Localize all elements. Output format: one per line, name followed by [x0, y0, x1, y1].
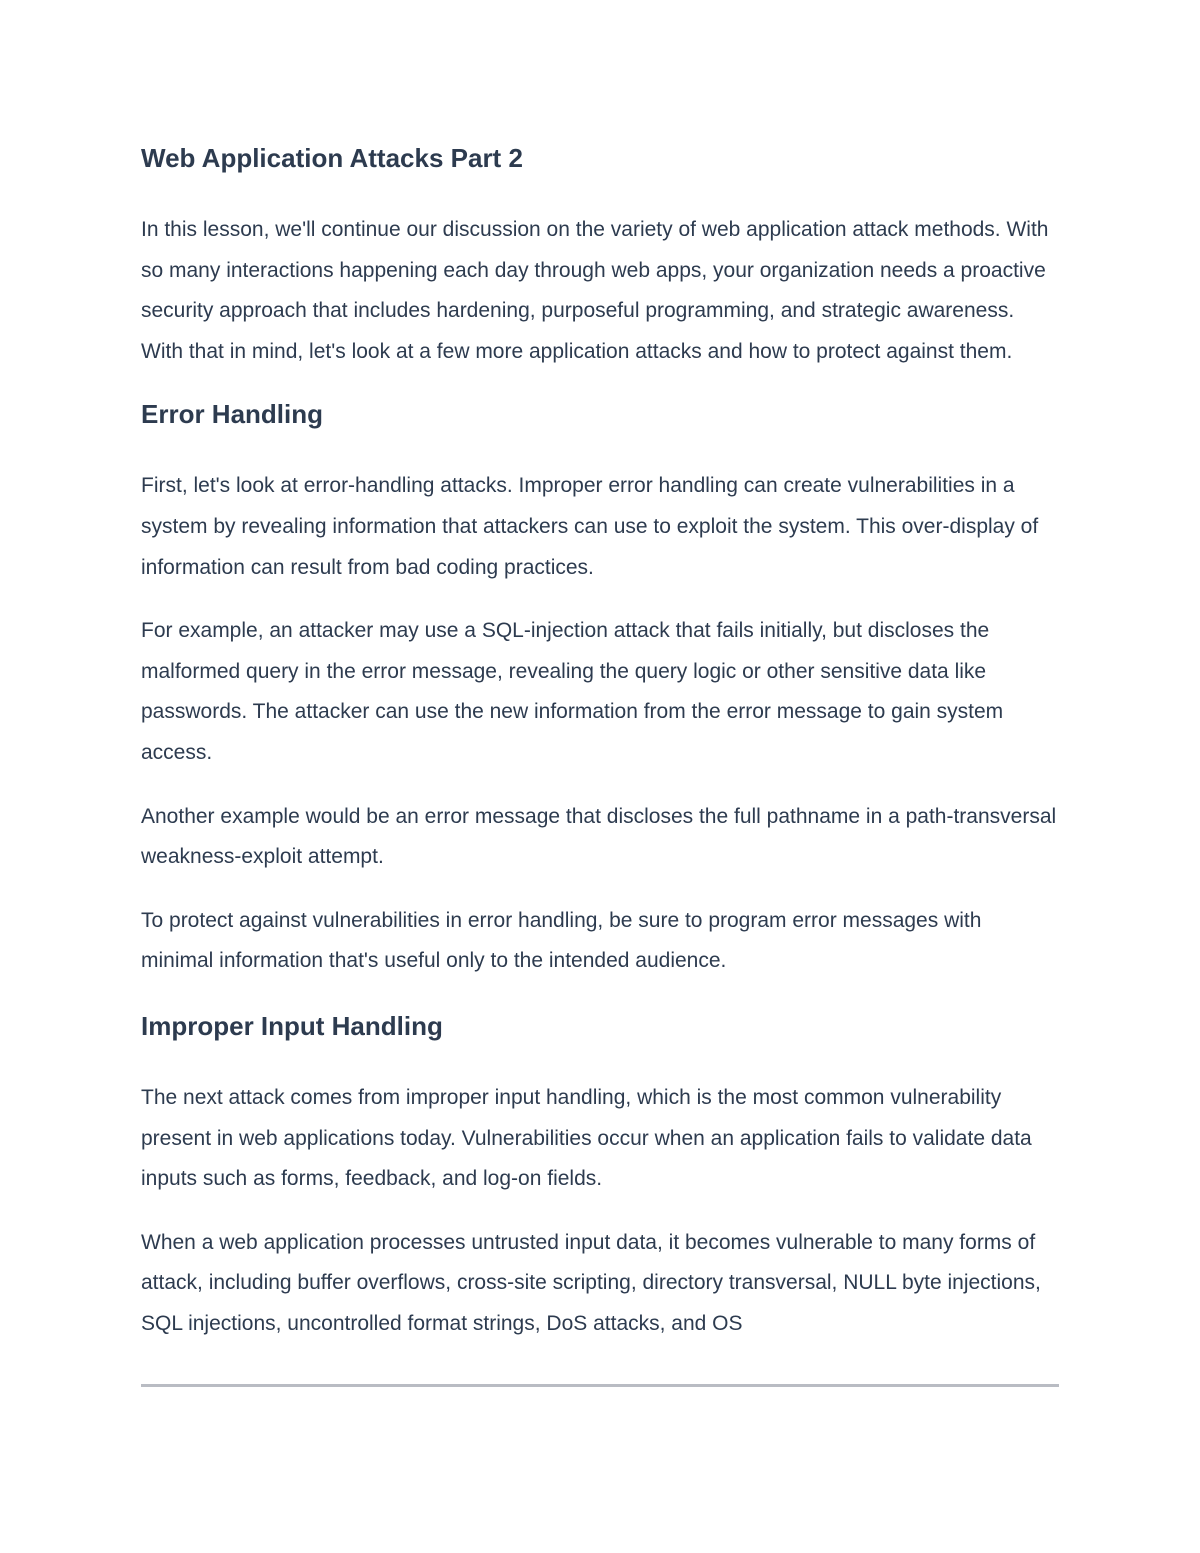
error-handling-paragraph-3: Another example would be an error message that discloses the full pathname in a path-transversal weakness-exploit attempt. [141, 804, 1057, 869]
document-page [141, 138, 1059, 1344]
section-heading-error-handling: Error Handling [141, 399, 324, 430]
section-heading-improper-input-handling: Improper Input Handling [141, 1010, 443, 1041]
intro-paragraph: In this lesson, we'll continue our discussion on the variety of web application attack methods. With so many interactions happening each day through web apps, your organization needs a proactive security approach that includes hardening, purposeful programming, and strategic awareness. With that in mind, let's look at a few more application attacks and how to protect against them. [141, 218, 1049, 363]
input-handling-paragraph-2: When a web application processes untrusted input data, it becomes vulnerable to many forms of attack, including buffer overflows, cross-site scripting, directory transversal, NULL byte injections, SQL injections, uncontrolled format strings, DoS attacks, and OS [141, 1230, 1041, 1335]
error-handling-paragraph-2: For example, an attacker may use a SQL-injection attack that fails initially, but discloses the malformed query in the error message, revealing the query logic or other sensitive data like passwords. The attacker can use the new information from the error message to gain system access. [141, 619, 1004, 764]
error-handling-paragraph-4: To protect against vulnerabilities in error handling, be sure to program error messages with minimal information that's useful only to the intended audience. [141, 908, 982, 973]
input-handling-paragraph-1: The next attack comes from improper input handling, which is the most common vulnerability present in web applications today. Vulnerabilities occur when an application fails to validate data inputs such as forms, feedback, and log-on fields. [141, 1085, 1032, 1191]
error-handling-paragraph-1: First, let's look at error-handling attacks. Improper error handling can create vulnerabilities in a system by revealing information that attackers can use to exploit the system. This over-display of information can result from bad coding practices. [141, 474, 1039, 579]
page-cutoff-divider [141, 1384, 1059, 1387]
page-title: Web Application Attacks Part 2 [141, 143, 523, 173]
